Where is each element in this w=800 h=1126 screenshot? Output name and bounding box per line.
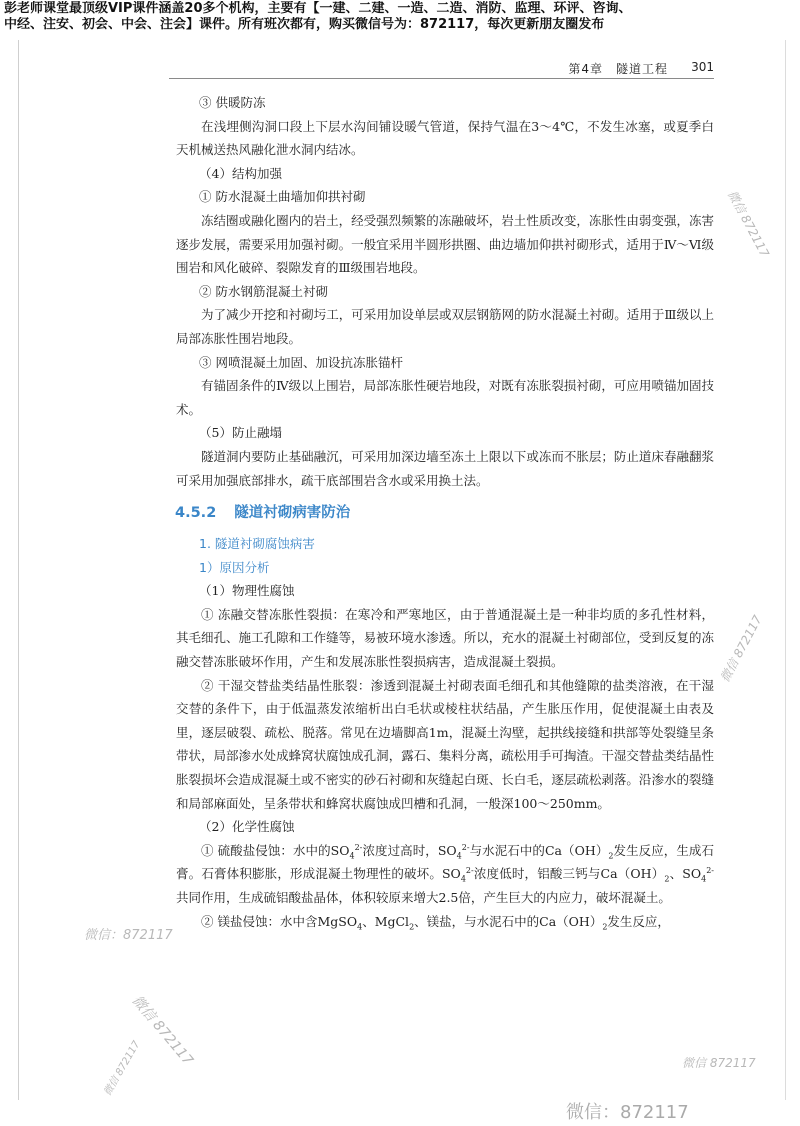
banner-line-1: 彭老师课堂最顶级VIP课件涵盖20多个机构，主要有【一建、二建、一造、二造、消防、监理、环评、咨询、 [4, 1, 632, 16]
section-number: 4.5.2 [175, 505, 217, 522]
promo-banner [0, 0, 800, 34]
banner-line-2: 中经、注安、初会、中会、注会】课件。所有班次都有，购买微信号为：872117，每次更新朋友圈发布 [4, 17, 605, 32]
watermark: 微信 872117 [724, 187, 772, 260]
paragraph: 在浅埋侧沟洞口段上下层水沟间铺设暖气管道，保持气温在3～4℃，不发生冰塞，或夏季白天机械送热风融化泄水洞内结冰。 [176, 118, 714, 158]
watermark: 微信：872117 [566, 1102, 689, 1123]
chapter-title: 第4章 隧道工程 [568, 62, 668, 76]
section-title: 隧道衬砌病害防治 [234, 505, 351, 522]
paragraph: ① 冻融交替冻胀性裂损：在寒冷和严寒地区，由于普通混凝土是一种非均质的多孔性材料，其毛细孔、施工孔隙和工作缝等，易被环境水渗透。所以，充水的混凝土衬砌部位，受到反复的冻融交替冻胀破坏作用，产生和发展冻胀性裂损病害，造成混凝土裂损。 [176, 606, 714, 670]
item-heading: ② 防水钢筋混凝土衬砌 [199, 283, 328, 299]
paragraph: 冻结圈或融化圈内的岩土，经受强烈频繁的冻融破坏，岩土性质改变，冻胀性由弱变强，冻害逐步发展，需要采用加强衬砌。一般宜采用半圆形拱圈、曲边墙加仰拱衬砌形式，适用于Ⅳ～Ⅵ级围岩和风化破碎、裂隙发育的Ⅲ级围岩地段。 [176, 212, 714, 276]
watermark: 微信 872117 [682, 1056, 756, 1070]
section-heading [175, 501, 714, 525]
subsection-heading: 1）原因分析 [199, 559, 270, 575]
subsection-heading: 1. 隧道衬砌腐蚀病害 [199, 536, 315, 552]
paragraph: 隧道洞内要防止基础融沉，可采用加深边墙至冻土上限以下或冻而不胀层；防止道床春融翻浆可采用加强底部排水，疏干底部围岩含水或采用换土法。 [176, 448, 714, 488]
item-heading: （1）物理性腐蚀 [199, 583, 295, 599]
paragraph: 有锚固条件的Ⅳ级以上围岩，局部冻胀性硬岩地段，对既有冻胀裂损衬砌，可应用喷锚加固技术。 [176, 378, 714, 417]
item-heading: （5）防止融塌 [199, 425, 282, 441]
paragraph-magnesium: ② 镁盐侵蚀：水中含MgSO$_4$、MgCl$_2$、镁盐，与水泥石中的$Ca(OH)_2$发生反应， [201, 913, 670, 932]
paragraph: ② 干湿交替盐类结晶性胀裂：渗透到混凝土衬砌表面毛细孔和其他缝隙的盐类溶液，在干湿交替的条件下，由于低温蒸发浓缩析出白毛状或棱柱状结晶，产生胀压作用，促使混凝土由表及里，逐层破裂、疏松、脱落。常见在边墙脚高1m，混凝土沟壁，起拱线接缝和拱部等处裂缝呈条带状，局部渗水处成蜂窝状腐蚀成孔洞，露石、集料分离，疏松用手可掏渣。干湿交替盐类结晶性胀裂损坏会造成混凝土或不密实的砂石衬砌和灰缝起白斑、长白毛，逐层疏松剥落。沿渗水的裂缝和局部麻面处，呈条带状和蜂窝状腐蚀成凹槽和孔洞，一般深100～250mm。 [176, 677, 714, 811]
item-heading: ③ 网喷混凝土加固、加设抗冻胀锚杆 [199, 354, 403, 370]
item-heading: ③ 供暖防冻 [199, 95, 266, 110]
item-heading: ① 防水混凝土曲墙加仰拱衬砌 [199, 189, 366, 205]
watermark: 微信 872117 [102, 1039, 143, 1098]
running-header [169, 58, 714, 79]
watermark: 微信：872117 [84, 928, 173, 943]
paragraph: 为了减少开挖和衬砌圬工，可采用加设单层或双层钢筋网的防水混凝土衬砌。适用于Ⅲ级以上局部冻胀性围岩地段。 [176, 307, 714, 346]
watermark: 微信 872117 [128, 992, 196, 1069]
item-heading: （2）化学性腐蚀 [199, 819, 295, 835]
page-content [176, 91, 714, 933]
paragraph-sulfate: ① 硫酸盐侵蚀：水中的$SO_4^{2-}$浓度过高时，$SO_4^{2-}$与水泥石中的$Ca(OH)_2$发生反应，生成石膏。石膏体积膨胀，形成混凝土物理性的破坏。$SO_4^{2-}$浓度低时，铝酸三钙与$Ca(OH)_2$、$SO_4^{2-}$共同作用，生成硫铝酸盐晶体，体积较原来增大2.5倍，产生巨大的内应力，破坏混凝土。 [176, 842, 715, 905]
page-number: 301 [691, 60, 714, 74]
watermark: 微信 872117 [717, 612, 765, 685]
item-heading: （4）结构加强 [199, 165, 282, 181]
